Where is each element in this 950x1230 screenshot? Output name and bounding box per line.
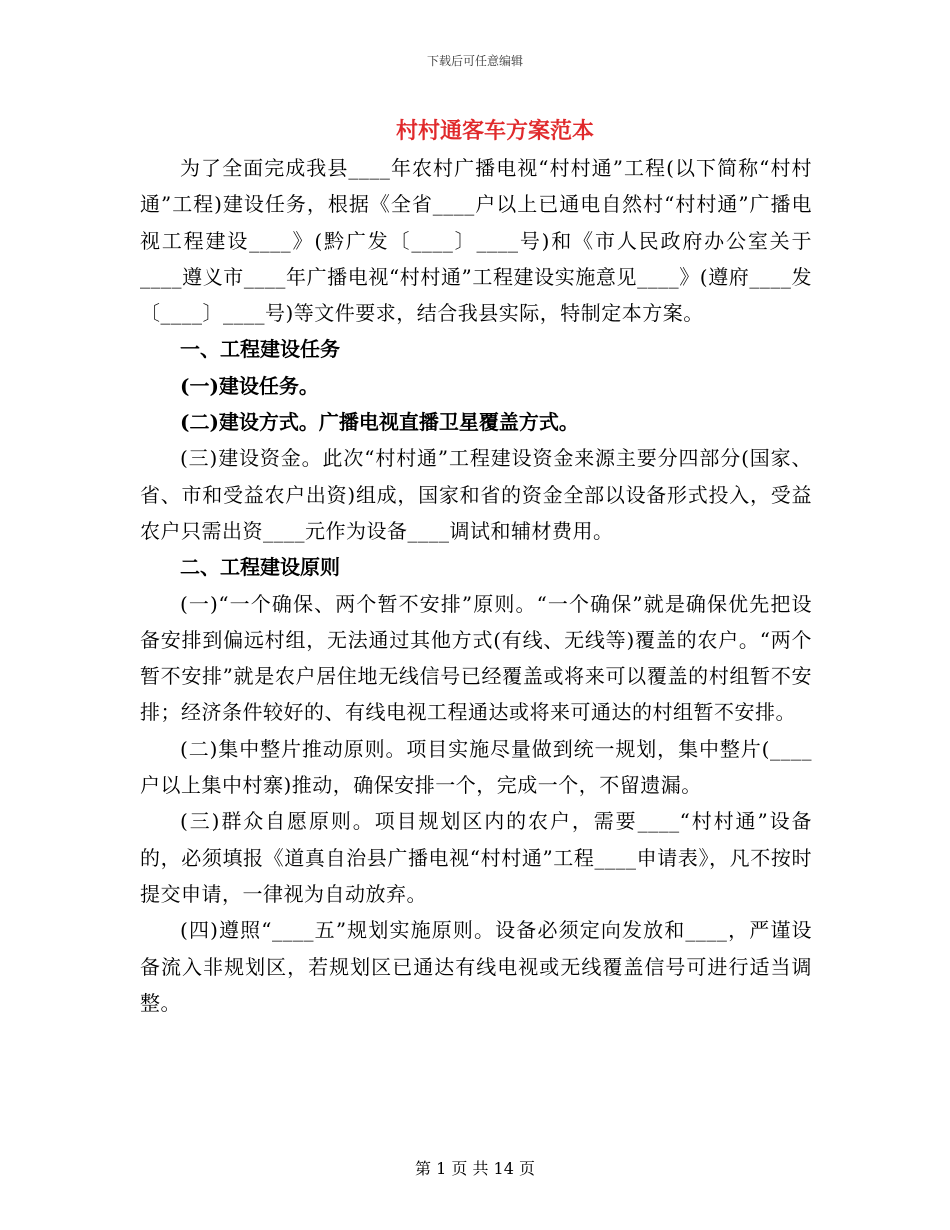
page-header-note: 下载后可任意编辑 xyxy=(426,54,523,68)
document-title: 村村通客车方案范本 xyxy=(395,118,594,144)
funding-paragraph: (三)建设资金。此次“村村通”工程建设资金来源主要分四部分(国家、省、市和受益农户出资)组成，国家和省的资金全部以设备形式投入，受益农户只需出资____元作为设备____调试和辅材费用。 xyxy=(140,446,812,543)
principle-four-paragraph: (四)遵照“____五”规划实施原则。设备必须定向发放和____，严谨设备流入非规划区，若规划区已通达有线电视或无线覆盖信号可进行适当调整。 xyxy=(140,918,812,1015)
principle-three-paragraph: (三)群众自愿原则。项目规划区内的农户，需要____“村村通”设备的，必须填报《道真自治县广播电视“村村通”工程____申请表》，凡不按时提交申请，一律视为自动放弃。 xyxy=(140,809,812,906)
subheading-method: (二)建设方式。广播电视直播卫星覆盖方式。 xyxy=(180,410,579,435)
page-number: 第 1 页 共 14 页 xyxy=(415,1159,535,1178)
section-heading-principles: 二、工程建设原则 xyxy=(180,555,340,580)
principle-two-paragraph: (二)集中整片推动原则。项目实施尽量做到统一规划，集中整片(____户以上集中村寨)推动，确保安排一个，完成一个，不留遗漏。 xyxy=(140,736,812,798)
principle-one-paragraph: (一)“一个确保、两个暂不安排”原则。“一个确保”就是确保优先把设备安排到偏远村组，无法通过其他方式(有线、无线等)覆盖的农户。“两个暂不安排”就是农户居住地无线信号已经覆盖或将来可以覆盖的村组暂不安排；经济条件较好的、有线电视工程通达或将来可通达的村组暂不安排。 xyxy=(140,591,812,725)
intro-paragraph: 为了全面完成我县____年农村广播电视“村村通”工程(以下简称“村村通”工程)建设任务，根据《全省____户以上已通电自然村“村村通”广播电视工程建设____》(黔广发〔____〕____号)和《市人民政府办公室关于____遵义市____年广播电视“村村通”工程建设实施意见____》(遵府____发〔____〕____号)等文件要求，结合我县实际，特制定本方案。 xyxy=(140,156,812,326)
section-heading-tasks: 一、工程建设任务 xyxy=(180,337,340,362)
document-body xyxy=(140,150,812,1021)
subheading-task: (一)建设任务。 xyxy=(180,373,319,398)
